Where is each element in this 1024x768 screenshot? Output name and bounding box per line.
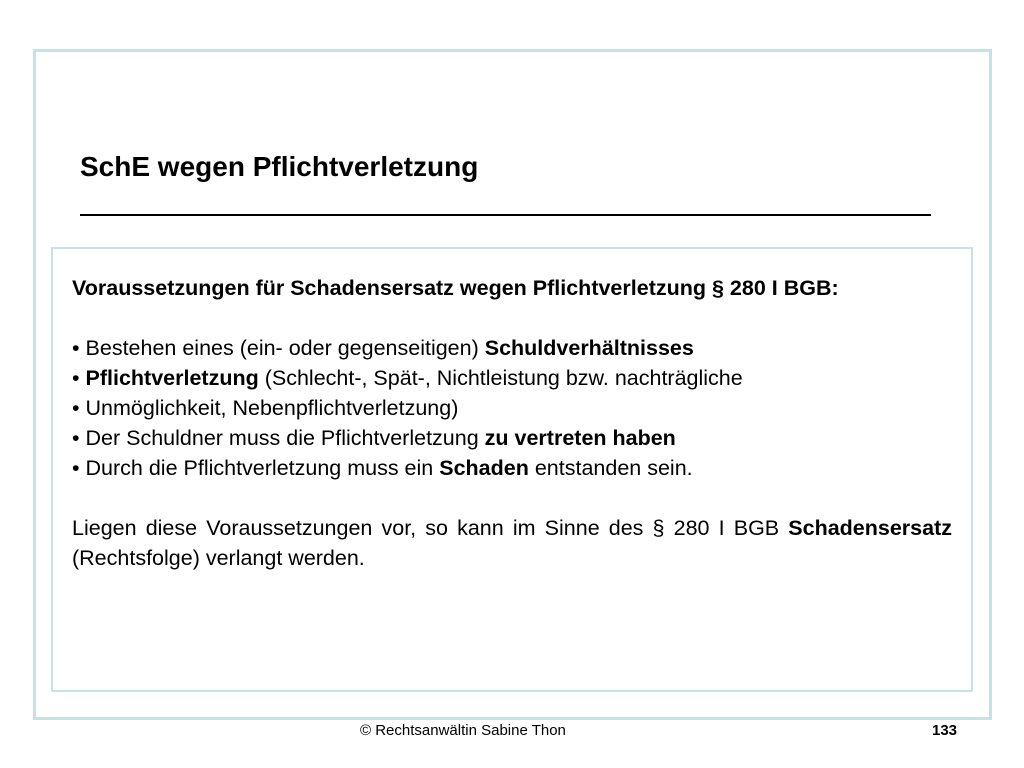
content-text <box>72 273 952 573</box>
bullet-symbol: • <box>72 336 80 360</box>
bullet-text-suffix: entstanden sein. <box>528 456 693 480</box>
bullet-bold-text: Pflichtverletzung <box>85 366 259 390</box>
slide-title: SchE wegen Pflichtverletzung <box>80 151 479 182</box>
spacer <box>72 303 952 333</box>
requirements-heading: Voraussetzungen für Schadensersatz wegen Pflichtverletzung § 280 I BGB: <box>72 276 839 300</box>
bullet-bold-text: zu vertreten haben <box>484 426 676 450</box>
bullet-item <box>72 423 952 453</box>
bullet-text-suffix: (Schlecht-, Spät-, Nichtleistung bzw. nachträgliche <box>258 366 743 390</box>
bullet-symbol: • <box>72 396 80 420</box>
bullet-text: Durch die Pflichtverletzung muss ein <box>85 456 440 480</box>
bullet-item <box>72 393 952 423</box>
bullet-symbol: • <box>72 456 80 480</box>
bullet-item <box>72 363 952 393</box>
footer-copyright: © Rechtsanwältin Sabine Thon <box>360 722 566 739</box>
bullet-symbol: • <box>72 366 80 390</box>
bullet-bold-text: Schaden <box>439 456 529 480</box>
bullet-symbol: • <box>72 426 80 450</box>
spacer <box>72 483 952 513</box>
title-underline <box>80 214 931 216</box>
bullet-item <box>72 453 952 483</box>
conclusion-text-suffix: (Rechtsfolge) verlangt werden. <box>72 546 365 570</box>
bullet-text: Unmöglichkeit, Nebenpflichtverletzung) <box>85 396 459 420</box>
bullet-text: Der Schuldner muss die Pflichtverletzung <box>85 426 485 450</box>
conclusion-text: Liegen diese Voraussetzungen vor, so kann im Sinne des § 280 I BGB <box>72 516 789 540</box>
conclusion-bold-text: Schadensersatz <box>788 516 952 540</box>
page-number: 133 <box>932 722 958 739</box>
bullet-text: Bestehen eines (ein- oder gegenseitigen) <box>85 336 485 360</box>
conclusion-paragraph <box>72 513 952 573</box>
bullet-bold-text: Schuldverhältnisses <box>484 336 694 360</box>
bullet-item <box>72 333 952 363</box>
